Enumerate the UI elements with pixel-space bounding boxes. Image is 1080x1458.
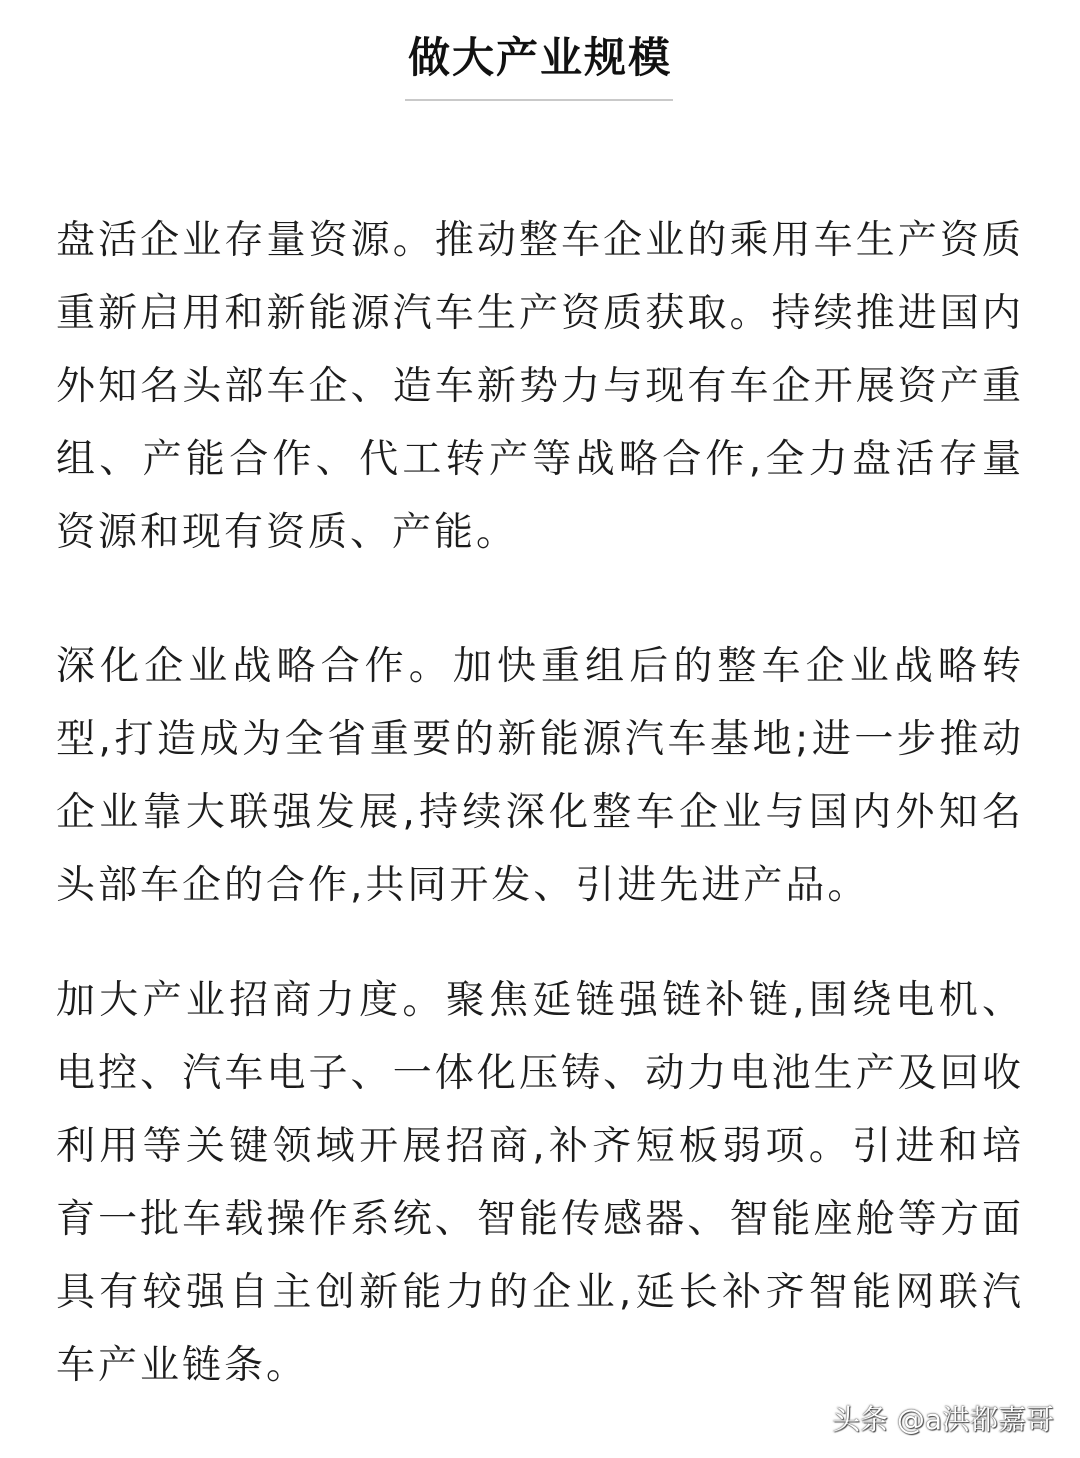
- watermark: 头条 @a洪都嘉哥: [831, 1403, 1054, 1436]
- paragraph-3: 加大产业招商力度。聚焦延链强链补链,围绕电机、电控、汽车电子、一体化压铸、动力电池生产及回收利用等关键领域开展招商,补齐短板弱项。引进和培育一批车载操作系统、智能传感器、智能座舱等方面具有较强自主创新能力的企业,延长补齐智能网联汽车产业链条。: [56, 978, 1024, 1388]
- paragraph-1: 盘活企业存量资源。推动整车企业的乘用车生产资质重新启用和新能源汽车生产资质获取。持续推进国内外知名头部车企、造车新势力与现有车企开展资产重组、产能合作、代工转产等战略合作,全力盘活存量资源和现有资质、产能。: [56, 218, 1024, 555]
- paragraph-2: 深化企业战略合作。加快重组后的整车企业战略转型,打造成为全省重要的新能源汽车基地;进一步推动企业靠大联强发展,持续深化整车企业与国内外知名头部车企的合作,共同开发、引进先进产品。: [56, 644, 1024, 908]
- title-underline: [405, 99, 673, 101]
- section-title: 做大产业规模: [407, 33, 672, 82]
- title-wrap: [0, 22, 1080, 94]
